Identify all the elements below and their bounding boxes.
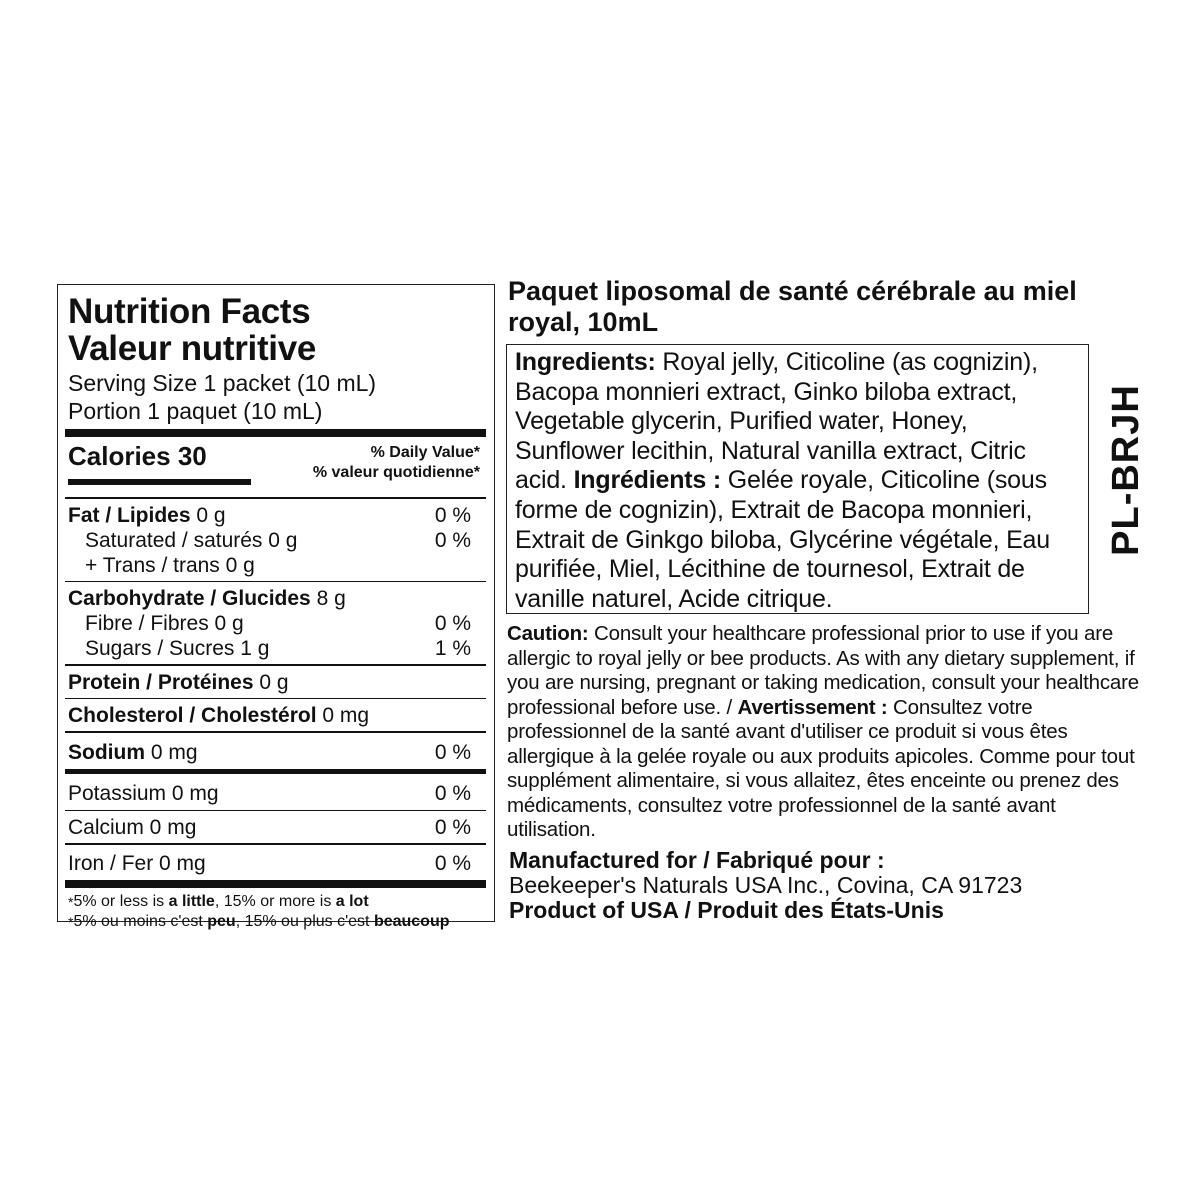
carb-value: 8 g [316,587,346,610]
calcium-row [68,815,483,840]
manufacturer-label: Manufactured for / Fabriqué pour : [509,847,885,873]
carb-label: Carbohydrate / Glucides [68,587,311,610]
product-origin: Product of USA / Produit des États-Unis [509,897,944,923]
cholesterol-group [68,699,483,731]
saturated-pct: 0 % [434,528,471,552]
sodium-group [68,733,483,769]
fibre-row [68,611,483,636]
sugars-pct: 1 % [434,637,471,660]
manufacturer-company: Beekeeper's Naturals USA Inc., Covina, CA 91723 [509,872,1023,898]
fat-value: 0 g [196,503,226,527]
ingredients-fr: Gelée royale, Citicoline (sous forme de cognizin), Extrait de Bacopa monnieri, Extrait de Ginkgo biloba, Glycérine végétale, Eau purifiée, Miel, Lécithine de tournesol, Extrait de vanille naturel, Acide citrique. [515,466,1050,613]
potassium-label: Potassium 0 mg [68,781,219,805]
carb-group [68,582,483,664]
calcium-label: Calcium 0 mg [68,816,197,839]
caution-text [507,622,1147,843]
footnote-fr-a: 5% ou moins c'est [73,912,208,930]
calories-row [68,437,483,497]
iron-group [68,845,483,880]
daily-value-en: % Daily Value* [370,444,480,461]
protein-row [68,670,483,695]
daily-value-fr: % valeur quotidienne* [312,464,480,481]
calcium-group [68,811,483,843]
footnote-fr [68,912,483,932]
caution-label-en: Caution: [507,622,589,645]
protein-group [68,666,483,698]
nutrition-title-en: Nutrition Facts [68,292,311,331]
calcium-pct: 0 % [434,816,471,839]
fibre-label: Fibre / Fibres 0 g [85,612,244,635]
fat-row [68,503,483,528]
sodium-value: 0 mg [150,740,198,764]
calories-label [68,441,207,472]
manufacturer-block [509,848,1149,923]
trans-row [68,553,483,578]
fibre-pct: 0 % [434,612,471,635]
footnote [68,888,483,932]
divider-thick [65,880,486,888]
calories-label-text: Calories [68,441,171,471]
footnote-en-c: , 15% or more is [214,892,336,910]
ingredients-label-fr: Ingrédients : [573,466,721,495]
trans-label: + Trans / trans 0 g [85,553,255,577]
daily-value-header [313,443,480,483]
footnote-fr-d: beaucoup [373,912,450,930]
potassium-group [68,774,483,810]
footnote-en-a: 5% or less is [73,892,169,910]
saturated-row [68,528,483,553]
lot-code: PL-BRJH [1105,384,1147,556]
iron-label: Iron / Fer 0 mg [68,851,206,875]
divider-thick [65,429,486,437]
footnote-fr-c: , 15% ou plus c'est [235,912,374,930]
serving-size-en: Serving Size 1 packet (10 mL) [68,370,377,396]
sodium-label: Sodium [68,740,145,764]
cholesterol-row [68,703,483,728]
sugars-label: Sugars / Sucres 1 g [85,637,270,660]
nutrition-facts-panel [57,284,495,930]
cholesterol-value: 0 mg [322,704,370,727]
caution-en: Consult your healthcare professional prior to use if you are allergic to royal jelly or bee products. As with any dietary supplement, if you are nursing, pregnant or taking medication, consult your healthcare professional before use. / [507,622,1139,719]
ingredients-box [506,344,1089,614]
footnote-en-d: a lot [335,892,369,910]
calories-value: 30 [177,441,207,471]
protein-value: 0 g [259,670,289,694]
iron-row [68,851,483,876]
footnote-star: * [68,913,74,930]
footnote-en-b: a little [168,892,215,910]
fat-pct: 0 % [434,503,471,527]
sodium-row [68,740,483,765]
potassium-row [68,781,483,806]
potassium-pct: 0 % [434,781,471,805]
serving-size-fr: Portion 1 paquet (10 mL) [68,398,323,424]
footnote-fr-b: peu [207,912,236,930]
ingredients-en: Royal jelly, Citicoline (as cognizin), Bacopa monnieri extract, Ginko biloba extract, Vegetable glycerin, Purified water, Honey, Sunflower lecithin, Natural vanilla extract, Citric acid. [515,348,1038,495]
sugars-row [68,636,483,661]
caution-label-fr: Avertissement : [737,695,888,719]
iron-pct: 0 % [434,851,471,875]
cholesterol-label: Cholesterol / Cholestérol [68,704,317,727]
ingredients-label-en: Ingredients: [515,348,656,376]
carb-row [68,586,483,611]
protein-label: Protein / Protéines [68,670,254,694]
fat-label: Fat / Lipides [68,503,191,527]
fat-group [68,499,483,581]
sodium-pct: 0 % [434,740,471,764]
calories-underline [68,479,251,485]
caution-fr: Consultez votre professionnel de la santé avant d'utiliser ce produit si vous êtes allergique à la gelée royale ou aux produits apicoles. Comme pour tout supplément alimentaire, si vous allaitez, êtes enceinte ou prenez des médicaments, consultez votre professionnel de la santé avant utilisation. [507,695,1135,841]
nutrition-title-fr: Valeur nutritive [68,329,317,368]
footnote-star: * [68,893,74,910]
footnote-en [68,892,483,912]
product-title: Paquet liposomal de santé cérébrale au miel royal, 10mL [508,276,1077,337]
saturated-label: Saturated / saturés 0 g [85,528,298,552]
